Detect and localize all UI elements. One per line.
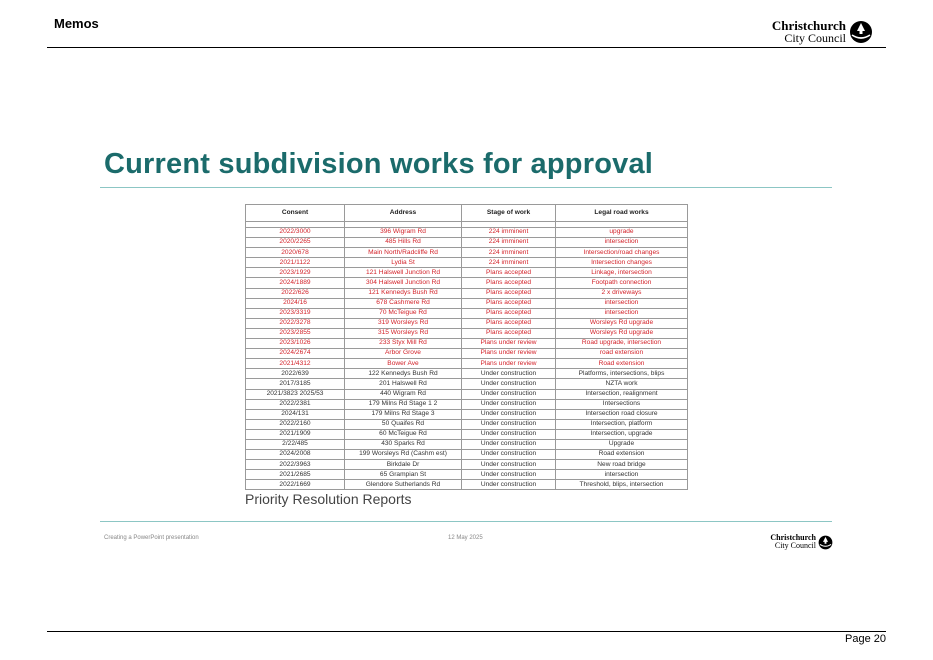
table-cell: 179 Milns Rd Stage 3 <box>345 409 462 419</box>
table-cell: 201 Halswell Rd <box>345 379 462 389</box>
table-row <box>246 480 688 490</box>
table-cell: Plans under review <box>462 339 556 349</box>
table-cell: 122 Kennedys Bush Rd <box>345 369 462 379</box>
table-cell: Worsleys Rd upgrade <box>556 318 688 328</box>
table-row <box>246 369 688 379</box>
table-cell: Road extension <box>556 450 688 460</box>
table-cell: 2021/1122 <box>246 258 345 268</box>
table-row <box>246 460 688 470</box>
table-cell: Road extension <box>556 359 688 369</box>
table-cell: Under construction <box>462 480 556 490</box>
title-underline <box>100 187 832 188</box>
memo-title: Memos <box>54 16 99 31</box>
column-header: Address <box>345 205 462 222</box>
column-header: Stage of work <box>462 205 556 222</box>
table-body <box>246 222 688 490</box>
table-cell: 2022/3963 <box>246 460 345 470</box>
table-cell: 224 imminent <box>462 238 556 248</box>
table-cell: 2023/1026 <box>246 339 345 349</box>
table-row <box>246 258 688 268</box>
table-cell: 65 Grampian St <box>345 470 462 480</box>
table-cell: Under construction <box>462 450 556 460</box>
table-cell: 396 Wigram Rd <box>345 228 462 238</box>
table-cell: Plans accepted <box>462 278 556 288</box>
council-logo <box>772 19 873 44</box>
table-cell: Glendore Sutherlands Rd <box>345 480 462 490</box>
table-cell: Under construction <box>462 439 556 449</box>
table-cell: Plans under review <box>462 349 556 359</box>
table-cell: 224 imminent <box>462 258 556 268</box>
table-row <box>246 399 688 409</box>
table-cell: 2022/2160 <box>246 419 345 429</box>
table-cell: Road upgrade, intersection <box>556 339 688 349</box>
table-cell: 2022/1669 <box>246 480 345 490</box>
table-row <box>246 470 688 480</box>
table-cell: 678 Cashmere Rd <box>345 298 462 308</box>
table-cell: road extension <box>556 349 688 359</box>
table-cell: 2024/16 <box>246 298 345 308</box>
table-cell: Footpath connection <box>556 278 688 288</box>
table-cell: Under construction <box>462 419 556 429</box>
table-cell: Worsleys Rd upgrade <box>556 328 688 338</box>
table-cell: Intersection, platform <box>556 419 688 429</box>
table-row <box>246 278 688 288</box>
table-cell: Under construction <box>462 379 556 389</box>
table-header-row <box>246 205 688 222</box>
table-row <box>246 419 688 429</box>
table-row <box>246 450 688 460</box>
table-cell: intersection <box>556 470 688 480</box>
table-cell: Main North/Radcliffe Rd <box>345 248 462 258</box>
table-cell: intersection <box>556 238 688 248</box>
table-cell: 2022/2381 <box>246 399 345 409</box>
table-row <box>246 339 688 349</box>
footer-council-logo <box>770 534 833 550</box>
slide-footer-rule <box>100 521 832 522</box>
table-cell: 179 Milns Rd Stage 1 2 <box>345 399 462 409</box>
table-cell: 2022/626 <box>246 288 345 298</box>
table-row <box>246 389 688 399</box>
table-row <box>246 288 688 298</box>
slide-title: Current subdivision works for approval <box>104 148 654 180</box>
table-cell: 319 Worsleys Rd <box>345 318 462 328</box>
table-row <box>246 228 688 238</box>
table-cell: 2021/2685 <box>246 470 345 480</box>
table-cell: Intersection road closure <box>556 409 688 419</box>
table-cell: 2024/2008 <box>246 450 345 460</box>
footer-logo-line-1: Christchurch <box>770 533 816 542</box>
footer-rule <box>47 631 886 632</box>
table-cell: 60 McTeigue Rd <box>345 429 462 439</box>
slide-footer-text: Creating a PowerPoint presentation <box>104 535 199 541</box>
page-number: Page 20 <box>845 633 886 645</box>
table-cell: 2022/3000 <box>246 228 345 238</box>
table-cell: 70 McTeigue Rd <box>345 308 462 318</box>
table-cell: 199 Worsleys Rd (Cashm est) <box>345 450 462 460</box>
table-cell: Under construction <box>462 389 556 399</box>
table-cell: 315 Worsleys Rd <box>345 328 462 338</box>
table-cell: 2 x driveways <box>556 288 688 298</box>
table-row <box>246 379 688 389</box>
table-cell: Under construction <box>462 429 556 439</box>
table-cell: Plans accepted <box>462 298 556 308</box>
table-cell: 50 Quaifes Rd <box>345 419 462 429</box>
table-cell: intersection <box>556 308 688 318</box>
table-row <box>246 409 688 419</box>
column-header: Consent <box>246 205 345 222</box>
table-cell: 304 Halswell Junction Rd <box>345 278 462 288</box>
table-row <box>246 349 688 359</box>
table-cell: upgrade <box>556 228 688 238</box>
christchurch-tree-logo-icon <box>849 20 873 44</box>
table-cell: 2023/2855 <box>246 328 345 338</box>
table-cell: Plans accepted <box>462 308 556 318</box>
table-cell: 224 imminent <box>462 228 556 238</box>
table-cell: 2022/3278 <box>246 318 345 328</box>
table-cell: Under construction <box>462 399 556 409</box>
christchurch-tree-logo-icon <box>818 535 833 550</box>
table-cell: 2022/639 <box>246 369 345 379</box>
table-cell: Plans accepted <box>462 288 556 298</box>
table-cell: 485 Hills Rd <box>345 238 462 248</box>
table-cell: 224 imminent <box>462 248 556 258</box>
table-cell: Lydia St <box>345 258 462 268</box>
table-cell: Linkage, intersection <box>556 268 688 278</box>
table-cell: Plans under review <box>462 359 556 369</box>
table-row <box>246 298 688 308</box>
table-cell: 2023/1929 <box>246 268 345 278</box>
table-cell: Intersection, realignment <box>556 389 688 399</box>
table-cell: Plans accepted <box>462 328 556 338</box>
table-cell: Under construction <box>462 369 556 379</box>
table-cell: 2024/1889 <box>246 278 345 288</box>
table-row <box>246 359 688 369</box>
table-cell: NZTA work <box>556 379 688 389</box>
table-cell: 2023/3319 <box>246 308 345 318</box>
table-cell: intersection <box>556 298 688 308</box>
table-cell: 2024/131 <box>246 409 345 419</box>
table-cell: Intersection, upgrade <box>556 429 688 439</box>
footer-logo-line-2: City Council <box>774 541 816 550</box>
table-cell: Birkdale Dr <box>345 460 462 470</box>
slide-footer-date: 12 May 2025 <box>448 535 483 541</box>
table-cell: Under construction <box>462 409 556 419</box>
table-cell: 440 Wigram Rd <box>345 389 462 399</box>
column-header: Legal road works <box>556 205 688 222</box>
table-cell: 121 Kennedys Bush Rd <box>345 288 462 298</box>
table-cell: Intersection changes <box>556 258 688 268</box>
table-cell: 2/22/485 <box>246 439 345 449</box>
table-cell: Intersection/road changes <box>556 248 688 258</box>
table-cell: Intersections <box>556 399 688 409</box>
priority-resolution-reports-caption: Priority Resolution Reports <box>245 491 412 507</box>
table-cell: Under construction <box>462 470 556 480</box>
logo-line-2: City Council <box>784 31 846 45</box>
table-cell: New road bridge <box>556 460 688 470</box>
table-cell: 2020/678 <box>246 248 345 258</box>
header-rule <box>47 47 886 48</box>
table-cell: Threshold, blips, intersection <box>556 480 688 490</box>
table-cell: 2020/2265 <box>246 238 345 248</box>
table-cell: 2021/4312 <box>246 359 345 369</box>
table-cell: Arbor Grove <box>345 349 462 359</box>
table-row <box>246 268 688 278</box>
table-cell: 2024/2674 <box>246 349 345 359</box>
subdivision-works-table <box>245 204 688 490</box>
table-cell: Plans accepted <box>462 268 556 278</box>
table-cell: 121 Halswell Junction Rd <box>345 268 462 278</box>
table-row <box>246 318 688 328</box>
table-cell: 2021/3823 2025/53 <box>246 389 345 399</box>
table-cell: Under construction <box>462 460 556 470</box>
table-cell: Plans accepted <box>462 318 556 328</box>
table-row <box>246 328 688 338</box>
table-cell: 233 Styx Mill Rd <box>345 339 462 349</box>
table-cell: 2017/3185 <box>246 379 345 389</box>
table-cell: Upgrade <box>556 439 688 449</box>
table-row <box>246 238 688 248</box>
logo-line-1: Christchurch <box>771 18 846 33</box>
table-row <box>246 439 688 449</box>
table-row <box>246 248 688 258</box>
table-cell: 2021/1909 <box>246 429 345 439</box>
table-cell: Platforms, intersections, blips <box>556 369 688 379</box>
table-cell: 430 Sparks Rd <box>345 439 462 449</box>
table-row <box>246 308 688 318</box>
table-cell: Bower Ave <box>345 359 462 369</box>
table-row <box>246 429 688 439</box>
